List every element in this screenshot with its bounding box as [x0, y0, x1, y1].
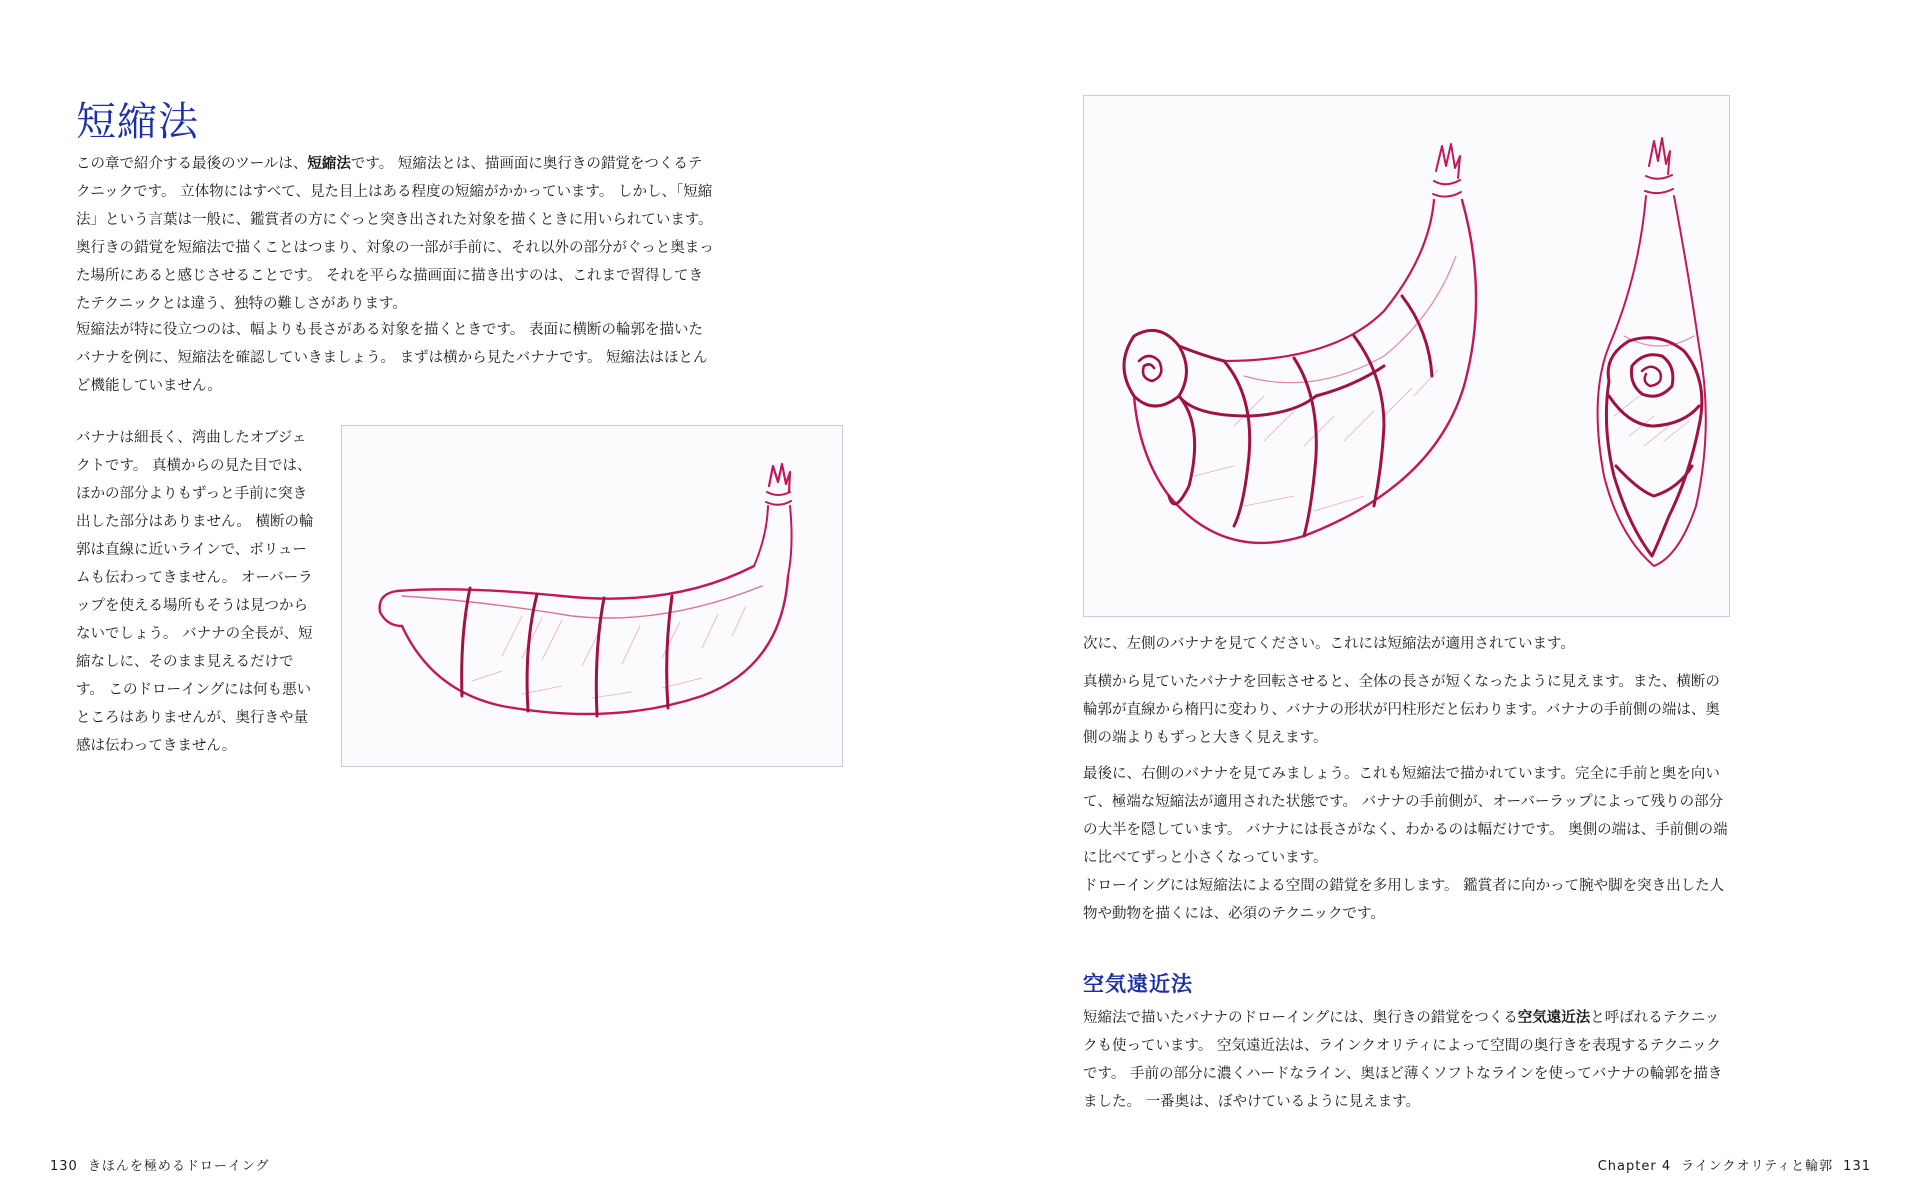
side-view-banana-sketch	[342, 426, 842, 766]
bold-term-2: 空気遠近法	[1517, 1010, 1591, 1026]
foreshortened-bananas-figure	[1083, 95, 1730, 617]
right-paragraph-3: 最後に、右側のバナナを見てみましょう。これも短縮法で描かれています。完全に手前と奥を向いて、極端な短縮法が適用された状態です。 バナナの手前側が、オーバーラップによって残りの部分の大半を隠しています。 バナナには長さがなく、わかるのは幅だけです。 奥側の端は、手前側の端に比べてずっと小さくなっています。	[1083, 766, 1728, 866]
right-paragraph-1: 次に、左側のバナナを見てください。これには短縮法が適用されています。	[1083, 636, 1575, 652]
page-title: 短縮法	[76, 99, 199, 145]
footer-right	[1598, 1155, 1871, 1174]
right-paragraph-2: 真横から見ていたバナナを回転させると、全体の長さが短くなったように見えます。また、横断の輪郭が直線から楕円に変わり、バナナの形状が円柱形だと伝わります。バナナの手前側の端は、奥側の端よりもずっと大きく見えます。	[1083, 674, 1720, 746]
right-paragraph-5: 短縮法で描いたバナナのドローイングには、奥行きの錯覚をつくる空気遠近法と呼ばれるテクニックも使っています。 空気遠近法は、ラインクオリティによって空間の奥行きを表現するテクニックです。 手前の部分に濃くハードなライン、奥ほど薄くソフトなラインを使ってバナナの輪郭を描きました。 一番奥は、ぼやけているように見えます。	[1083, 1010, 1723, 1110]
page-number-left: 130	[50, 1159, 78, 1174]
foreshortened-bananas-sketch	[1084, 96, 1729, 616]
bold-term: 短縮法	[307, 156, 351, 172]
section-subtitle: 空気遠近法	[1083, 972, 1193, 996]
footer-left	[50, 1155, 280, 1174]
body-paragraph-2: 短縮法が特に役立つのは、幅よりも長さがある対象を描くときです。 表面に横断の輪郭を描いたバナナを例に、短縮法を確認していきましょう。 まずは横から見たバナナです。 短縮法はほとんど機能していません。	[76, 322, 708, 394]
side-paragraph: バナナは細長く、湾曲したオブジェクトです。 真横からの見た目では、ほかの部分よりもずっと手前に突き出した部分はありません。 横断の輪郭は直線に近いラインで、ボリュームも伝わってきません。 オーバーラップを使える場所もそうは見つからないでしょう。 バナナの全長が、短縮なしに、そのまま見えるだけです。 このドローイングには何も悪いところはありませんが、奥行きや量感は伝わってきません。	[76, 430, 314, 754]
footer-chapter-title: ラインクオリティと輪郭	[1681, 1159, 1834, 1174]
footer-chapter: Chapter 4	[1597, 1159, 1672, 1174]
intro-paragraph: この章で紹介する最後のツールは、短縮法です。 短縮法とは、描画面に奥行きの錯覚をつくるテクニックです。 立体物にはすべて、見た目上はある程度の短縮がかかっています。 しかし、「短縮法」という言葉は一般に、鑑賞者の方にぐっと突き出された対象を描くときに用いられています。奥行きの錯覚を短縮法で描くことはつまり、対象の一部が手前に、それ以外の部分がぐっと奥まった場所にあると感じさせることです。 それを平らな描画面に描き出すのは、これまで習得してきたテクニックとは違う、独特の難しさがあります。	[76, 156, 714, 312]
side-view-banana-figure	[341, 425, 843, 767]
page-number-right: 131	[1843, 1159, 1871, 1174]
right-paragraph-4: ドローイングには短縮法による空間の錯覚を多用します。 鑑賞者に向かって腕や脚を突き出した人物や動物を描くには、必須のテクニックです。	[1083, 878, 1725, 922]
footer-book-title: きほんを極めるドローイング	[87, 1159, 270, 1174]
